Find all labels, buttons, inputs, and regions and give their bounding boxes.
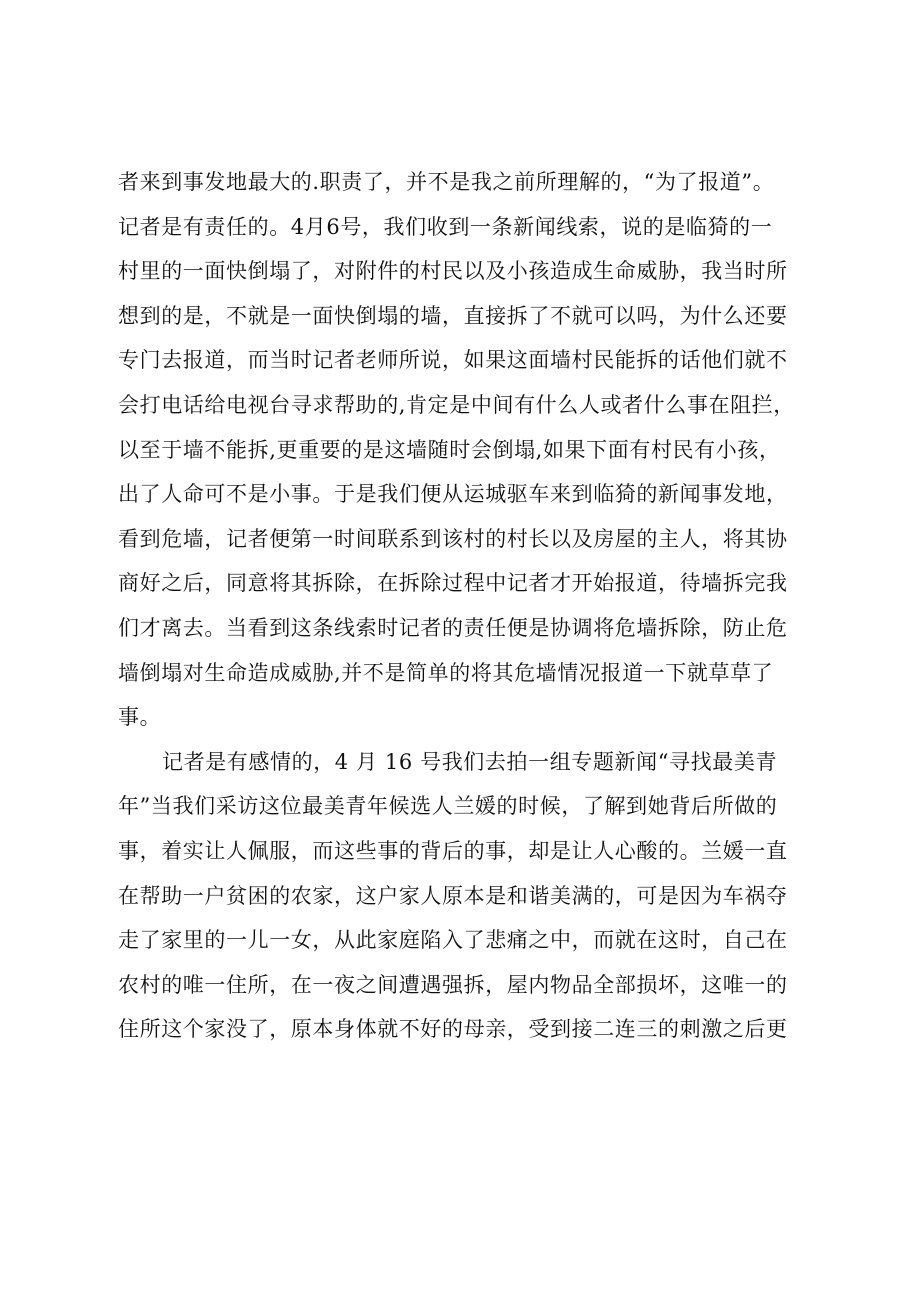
paragraph-1-line: 记者是有责任的。4月6号，我们收到一条新闻线索，说的是临猗的一 xyxy=(118,214,773,239)
document-body xyxy=(118,160,838,1052)
paragraph-1-line: 墙倒塌对生命造成威胁,并不是简单的将其危墙情况报道一下就草草了 xyxy=(118,660,774,685)
paragraph-2-line: 年”当我们采访这位最美青年候选人兰媛的时候，了解到她背后所做的 xyxy=(118,794,778,819)
paragraph-1-line: 们才离去。当看到这条线索时记者的责任便是协调将危墙拆除，防止危 xyxy=(118,615,788,640)
paragraph-1-line: 出了人命可不是小事。于是我们便从运城驱车来到临猗的新闻事发地， xyxy=(118,482,788,507)
paragraph-1-line: 会打电话给电视台寻求帮助的,肯定是中间有什么人或者什么事在阻拦， xyxy=(118,392,795,417)
paragraph-2-line: 事，着实让人佩服，而这些事的背后的事，却是让人心酸的。兰媛一直 xyxy=(118,838,788,863)
paragraph-1-line: 看到危墙，记者便第一时间联系到该村的村长以及房屋的主人，将其协 xyxy=(118,526,788,551)
paragraph-2-line: 住所这个家没了，原本身体就不好的母亲，受到接二连三的刺激之后更 xyxy=(118,1017,788,1042)
paragraph-1-line: 村里的一面快倒塌了，对附件的村民以及小孩造成生命威胁，我当时所 xyxy=(118,259,788,284)
paragraph-1-line: 者来到事发地最大的.职责了，并不是我之前所理解的，“为了报道”。 xyxy=(118,170,775,194)
paragraph-1-line: 专门去报道，而当时记者老师所说，如果这面墙村民能拆的话他们就不 xyxy=(118,348,788,373)
paragraph-1-line: 商好之后，同意将其拆除，在拆除过程中记者才开始报道，待墙拆完我 xyxy=(118,571,788,596)
paragraph-1-line: 以至于墙不能拆,更重要的是这墙随时会倒塌,如果下面有村民有小孩， xyxy=(118,437,781,462)
paragraph-2-line: 走了家里的一儿一女，从此家庭陷入了悲痛之中，而就在这时，自己在 xyxy=(118,928,788,953)
paragraph-2-line: 农村的唯一住所，在一夜之间遭遇强拆，屋内物品全部损坏，这唯一的 xyxy=(118,972,788,997)
paragraph-2-first-line: 记者是有感情的，4 月 16 号我们去拍一组专题新闻“寻找最美青 xyxy=(162,749,778,774)
paragraph-1-line: 事。 xyxy=(118,705,162,730)
paragraph-1-line: 想到的是，不就是一面快倒塌的墙，直接拆了不就可以吗，为什么还要 xyxy=(118,303,788,328)
paragraph-2-line: 在帮助一户贫困的农家，这户家人原本是和谐美满的，可是因为车祸夺 xyxy=(118,883,788,908)
